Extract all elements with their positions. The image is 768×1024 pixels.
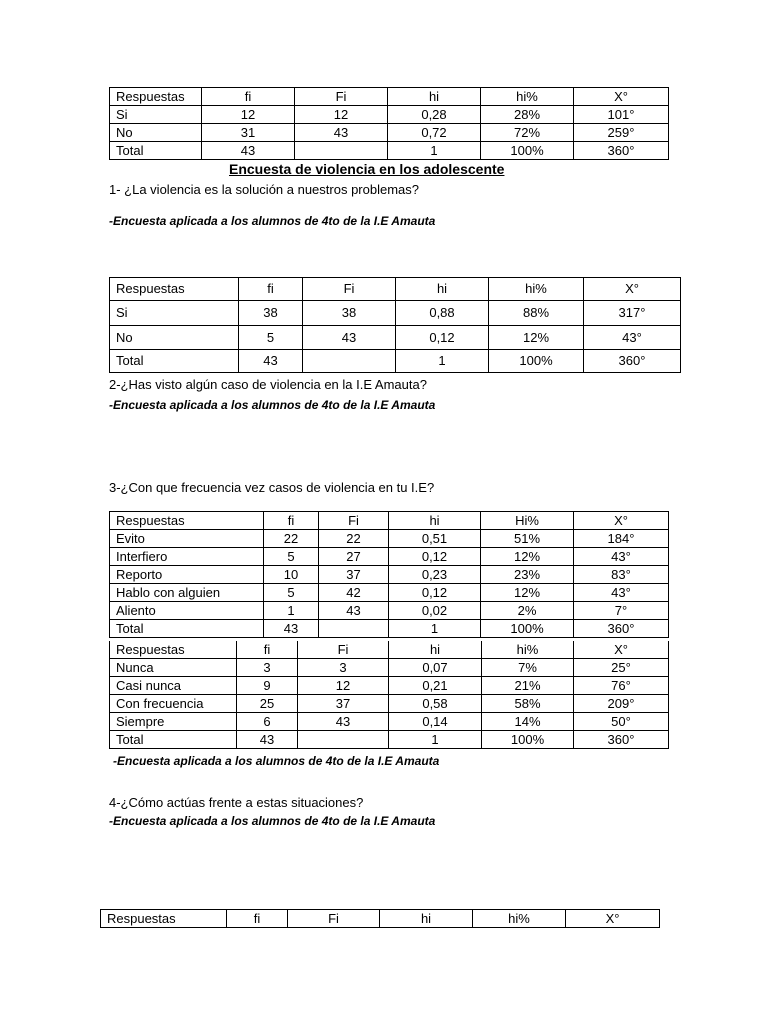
header-cell: Hi% <box>481 512 574 530</box>
table-cell: 0,23 <box>389 566 481 584</box>
table-cell: 0,72 <box>388 124 481 142</box>
table-header-row <box>110 278 681 301</box>
table-cell: 360° <box>574 731 669 749</box>
table-cell: 184° <box>574 530 669 548</box>
question-4: 4-¿Cómo actúas frente a estas situaciones? <box>109 795 364 810</box>
table-cell: 5 <box>239 326 303 350</box>
table-cell: 43 <box>237 731 298 749</box>
header-cell: hi% <box>473 910 566 928</box>
table-cell: 0,58 <box>389 695 482 713</box>
table-2 <box>109 277 681 373</box>
table-row <box>110 106 669 124</box>
table-cell: 1 <box>389 731 482 749</box>
table-cell: 12% <box>489 326 584 350</box>
page-title: Encuesta de violencia en los adolescente <box>229 161 505 177</box>
table-cell: Total <box>110 350 239 373</box>
table-row <box>110 350 681 373</box>
table-cell: 83° <box>574 566 669 584</box>
table-cell: 43 <box>298 713 389 731</box>
table-cell: Total <box>110 731 237 749</box>
table-cell: 25 <box>237 695 298 713</box>
header-cell: X° <box>574 512 669 530</box>
table-cell: 0,12 <box>389 548 481 566</box>
table-row <box>110 326 681 350</box>
table-cell: 12 <box>298 677 389 695</box>
table-cell <box>298 731 389 749</box>
table-cell: Si <box>110 106 202 124</box>
table-cell: Hablo con alguien <box>110 584 264 602</box>
table-row <box>110 584 669 602</box>
table-cell: 43 <box>319 602 389 620</box>
table-cell: 37 <box>319 566 389 584</box>
header-cell: X° <box>566 910 660 928</box>
table-3 <box>109 511 669 638</box>
table-4 <box>109 641 669 749</box>
table-cell: Reporto <box>110 566 264 584</box>
table-5 <box>100 909 660 928</box>
header-cell: X° <box>574 641 669 659</box>
survey-note-4: -Encuesta aplicada a los alumnos de 4to de la I.E Amauta <box>109 814 436 828</box>
table-cell: 0,21 <box>389 677 482 695</box>
table-cell: 0,51 <box>389 530 481 548</box>
table-cell: 100% <box>489 350 584 373</box>
table-cell: 76° <box>574 677 669 695</box>
table-cell: 0,12 <box>389 584 481 602</box>
table-cell: 51% <box>481 530 574 548</box>
table-cell: 22 <box>264 530 319 548</box>
table-cell: Aliento <box>110 602 264 620</box>
question-2: 2-¿Has visto algún caso de violencia en la I.E Amauta? <box>109 377 427 392</box>
table-cell: 50° <box>574 713 669 731</box>
table-cell: No <box>110 326 239 350</box>
header-cell: X° <box>574 88 669 106</box>
header-cell: Fi <box>303 278 396 301</box>
table-cell: Evito <box>110 530 264 548</box>
table-row <box>110 142 669 160</box>
header-cell: Fi <box>298 641 389 659</box>
table-cell: Con frecuencia <box>110 695 237 713</box>
table-cell: 72% <box>481 124 574 142</box>
table-cell: 14% <box>482 713 574 731</box>
table-row <box>110 301 681 326</box>
table-cell: 12% <box>481 584 574 602</box>
table-cell: 25° <box>574 659 669 677</box>
header-cell: X° <box>584 278 681 301</box>
table-cell: 100% <box>482 731 574 749</box>
table-cell: 31 <box>202 124 295 142</box>
table-cell: No <box>110 124 202 142</box>
table-cell: 3 <box>237 659 298 677</box>
table-cell: 360° <box>574 620 669 638</box>
header-cell: Respuestas <box>110 641 237 659</box>
table-cell: 38 <box>303 301 396 326</box>
header-cell: hi <box>396 278 489 301</box>
table-row <box>110 713 669 731</box>
survey-note-2: -Encuesta aplicada a los alumnos de 4to de la I.E Amauta <box>109 398 436 412</box>
table-cell: 43° <box>574 548 669 566</box>
table-cell: 1 <box>396 350 489 373</box>
table-cell: 0,07 <box>389 659 482 677</box>
table-row <box>110 695 669 713</box>
header-cell: fi <box>202 88 295 106</box>
table-cell: 0,14 <box>389 713 482 731</box>
table-header-row <box>110 88 669 106</box>
table-cell: 7° <box>574 602 669 620</box>
header-cell: hi% <box>482 641 574 659</box>
table-header-row <box>110 512 669 530</box>
table-cell: 2% <box>481 602 574 620</box>
table-cell: 100% <box>481 142 574 160</box>
table-cell: 259° <box>574 124 669 142</box>
table-cell: Siempre <box>110 713 237 731</box>
table-cell: 58% <box>482 695 574 713</box>
table-cell: 317° <box>584 301 681 326</box>
table-cell: 0,28 <box>388 106 481 124</box>
table-row <box>110 602 669 620</box>
header-cell: hi <box>389 512 481 530</box>
header-cell: Fi <box>288 910 380 928</box>
survey-note-3: -Encuesta aplicada a los alumnos de 4to de la I.E Amauta <box>113 754 440 768</box>
table-cell: 0,12 <box>396 326 489 350</box>
table-cell: 43 <box>202 142 295 160</box>
header-cell: Respuestas <box>110 512 264 530</box>
table-row <box>110 530 669 548</box>
table-cell: 5 <box>264 548 319 566</box>
table-row <box>110 566 669 584</box>
table-cell: 3 <box>298 659 389 677</box>
table-cell: 0,88 <box>396 301 489 326</box>
table-cell: 43 <box>239 350 303 373</box>
table-row <box>110 731 669 749</box>
table-row <box>110 124 669 142</box>
header-cell: hi <box>380 910 473 928</box>
table-cell: 6 <box>237 713 298 731</box>
table-1 <box>109 87 669 160</box>
header-cell: hi% <box>481 88 574 106</box>
table-cell: 21% <box>482 677 574 695</box>
header-cell: Respuestas <box>101 910 227 928</box>
header-cell: fi <box>264 512 319 530</box>
table-cell: 360° <box>574 142 669 160</box>
header-cell: hi <box>388 88 481 106</box>
table-cell: 43° <box>584 326 681 350</box>
table-cell: 37 <box>298 695 389 713</box>
table-cell: 22 <box>319 530 389 548</box>
table-cell: 43° <box>574 584 669 602</box>
question-1: 1- ¿La violencia es la solución a nuestros problemas? <box>109 182 420 197</box>
table-row <box>110 620 669 638</box>
table-cell: 43 <box>295 124 388 142</box>
table-cell: 0,02 <box>389 602 481 620</box>
table-cell: 88% <box>489 301 584 326</box>
table-cell: 12 <box>295 106 388 124</box>
table-cell: Total <box>110 142 202 160</box>
header-cell: Respuestas <box>110 278 239 301</box>
table-cell: 5 <box>264 584 319 602</box>
header-cell: fi <box>227 910 288 928</box>
table-cell: 42 <box>319 584 389 602</box>
header-cell: hi% <box>489 278 584 301</box>
table-cell: 1 <box>388 142 481 160</box>
table-cell <box>295 142 388 160</box>
header-cell: Fi <box>295 88 388 106</box>
table-row <box>110 677 669 695</box>
survey-note-1: -Encuesta aplicada a los alumnos de 4to de la I.E Amauta <box>109 214 436 228</box>
table-cell: 28% <box>481 106 574 124</box>
table-header-row <box>110 641 669 659</box>
header-cell: fi <box>239 278 303 301</box>
table-cell: 10 <box>264 566 319 584</box>
table-cell: 100% <box>481 620 574 638</box>
question-3: 3-¿Con que frecuencia vez casos de violencia en tu I.E? <box>109 480 435 495</box>
header-cell: Respuestas <box>110 88 202 106</box>
table-cell: 27 <box>319 548 389 566</box>
table-header-row <box>101 910 660 928</box>
table-row <box>110 548 669 566</box>
table-cell: 23% <box>481 566 574 584</box>
table-cell: 101° <box>574 106 669 124</box>
table-cell: 7% <box>482 659 574 677</box>
table-cell: 12 <box>202 106 295 124</box>
table-cell: 209° <box>574 695 669 713</box>
table-cell: Total <box>110 620 264 638</box>
header-cell: fi <box>237 641 298 659</box>
table-cell: 43 <box>264 620 319 638</box>
header-cell: hi <box>389 641 482 659</box>
table-row <box>110 659 669 677</box>
table-cell: Si <box>110 301 239 326</box>
table-cell: 9 <box>237 677 298 695</box>
table-cell: 1 <box>389 620 481 638</box>
table-cell: 12% <box>481 548 574 566</box>
table-cell <box>319 620 389 638</box>
table-cell: 360° <box>584 350 681 373</box>
header-cell: Fi <box>319 512 389 530</box>
table-cell: Casi nunca <box>110 677 237 695</box>
table-cell: 43 <box>303 326 396 350</box>
table-cell: Interfiero <box>110 548 264 566</box>
table-cell: Nunca <box>110 659 237 677</box>
table-cell <box>303 350 396 373</box>
table-cell: 1 <box>264 602 319 620</box>
table-cell: 38 <box>239 301 303 326</box>
